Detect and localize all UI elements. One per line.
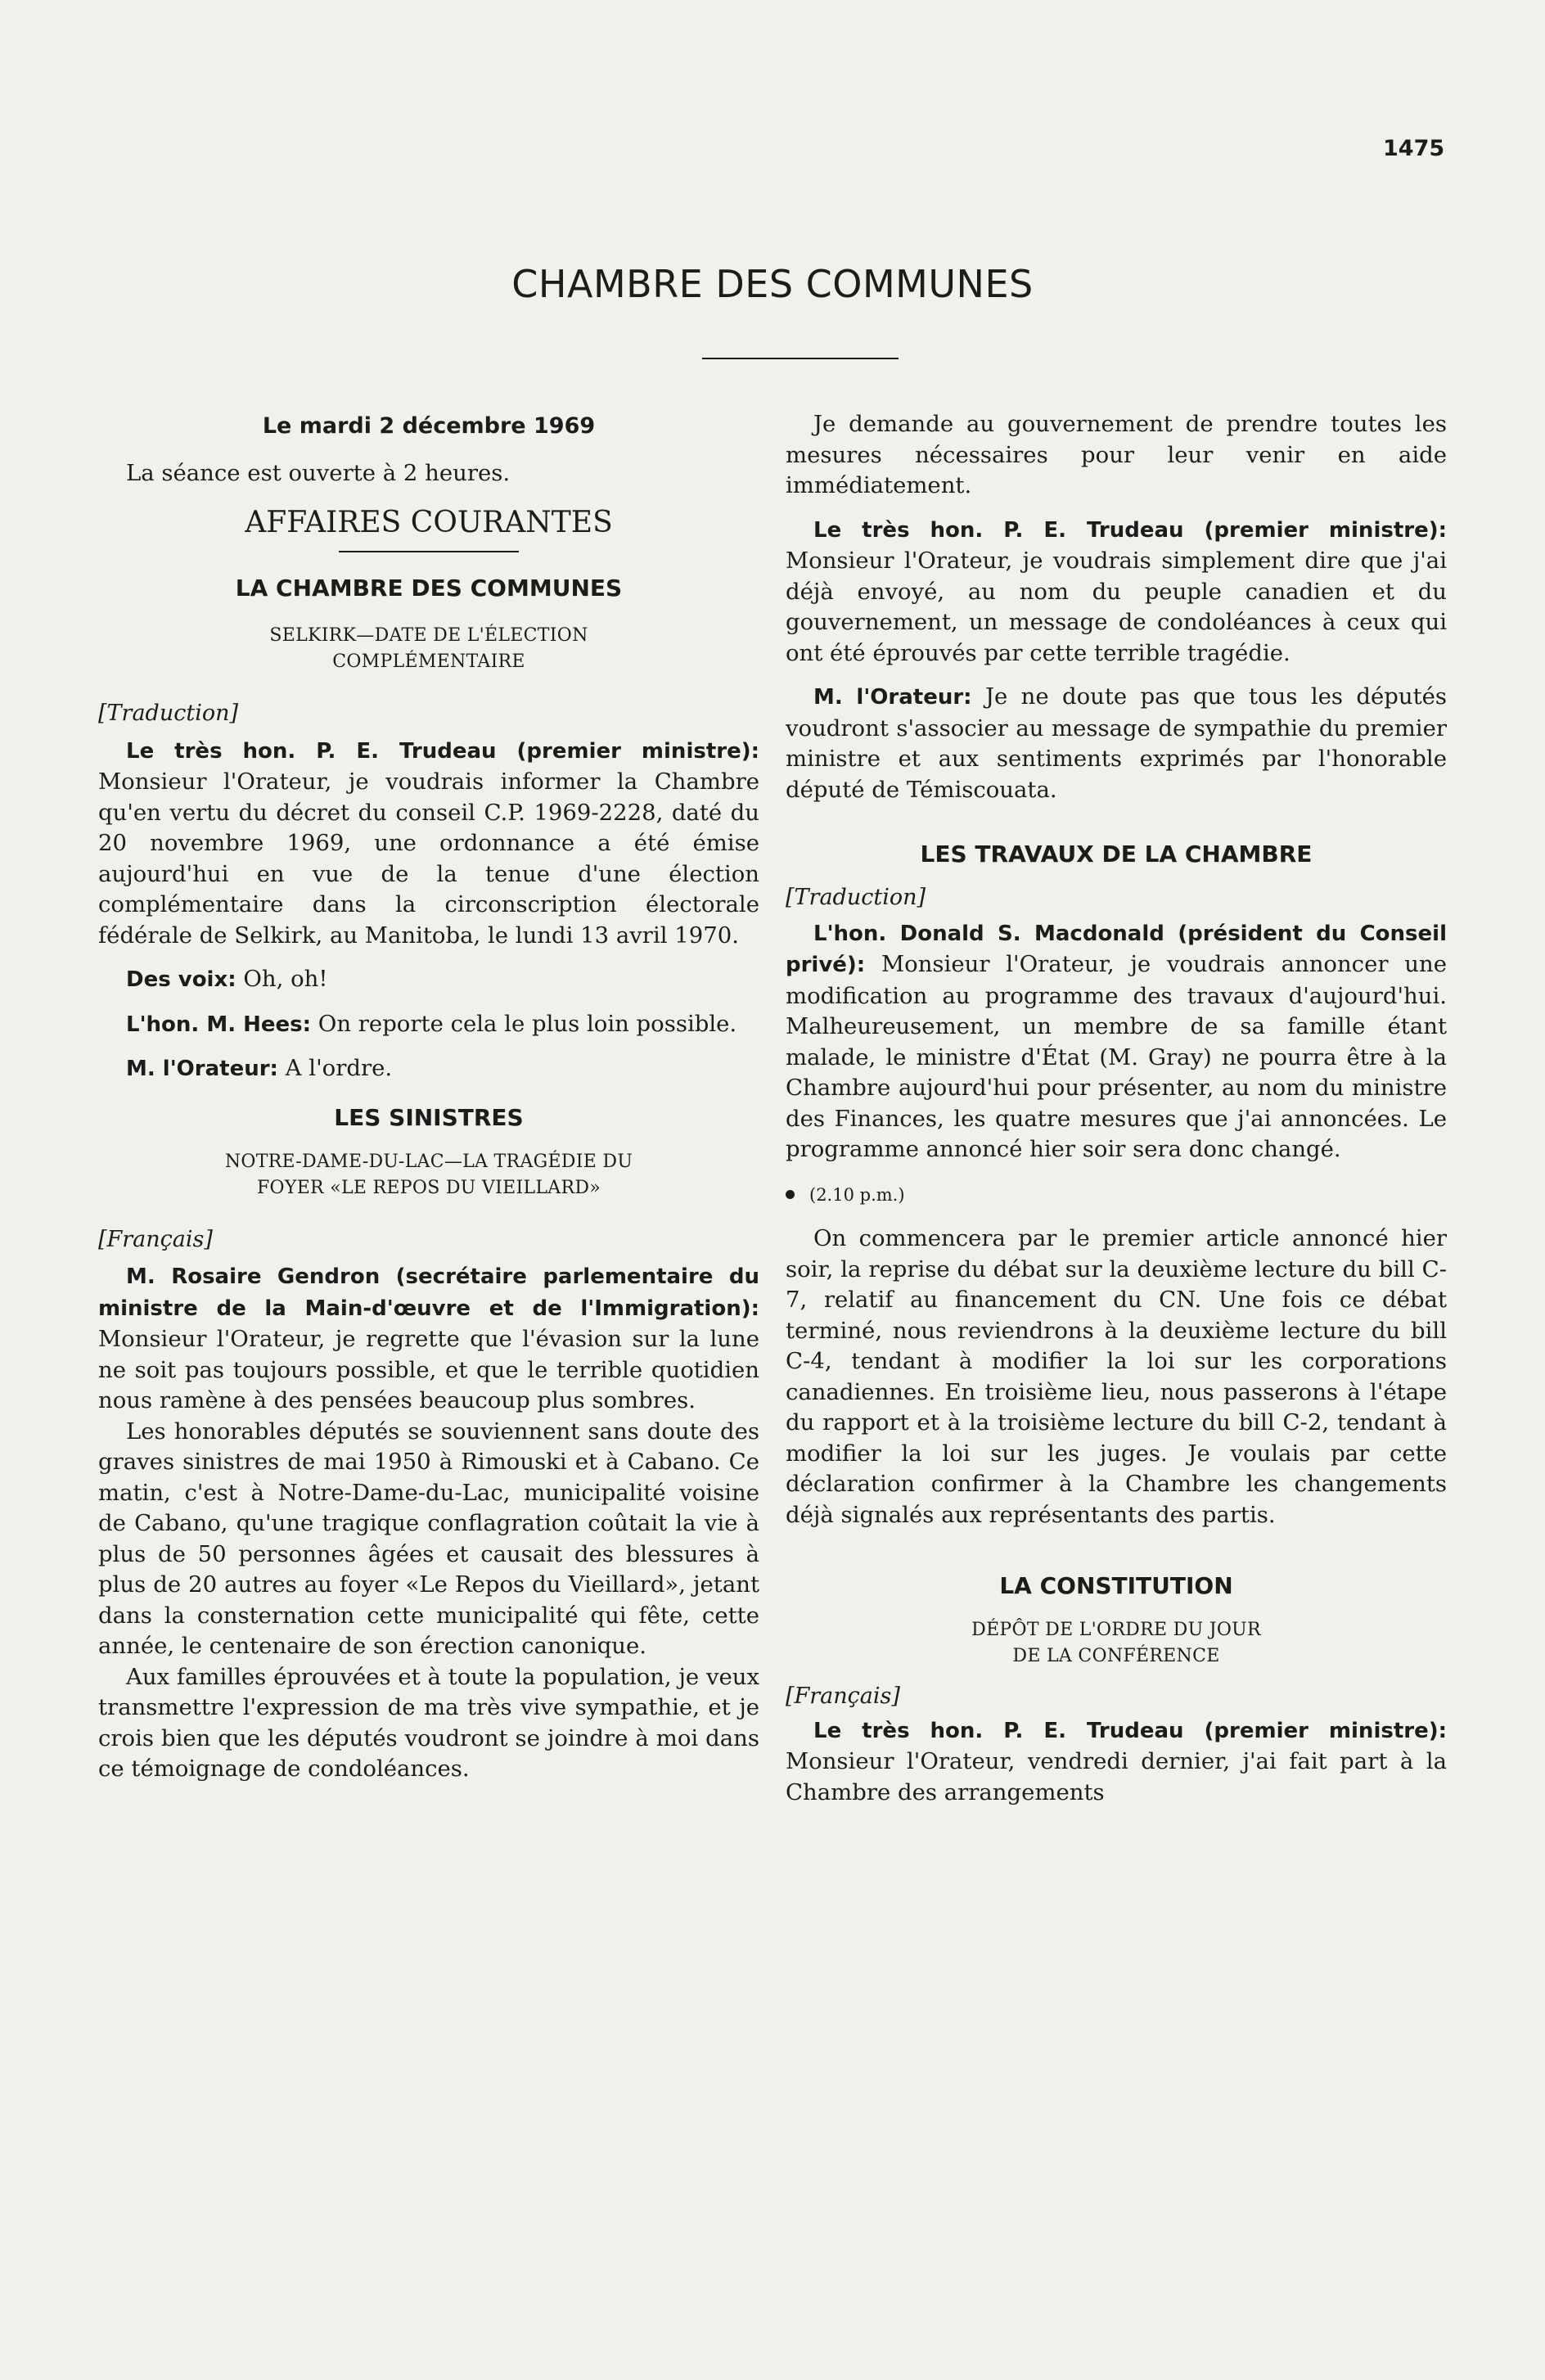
left-column xyxy=(98,409,759,1785)
speech-paragraph: L'hon. M. Hees: On reporte cela le plus loin possible. xyxy=(126,1010,737,1037)
page-title: CHAMBRE DES COMMUNES xyxy=(511,262,1034,306)
speaker-name: M. l'Orateur: xyxy=(813,685,972,710)
sitting-date: Le mardi 2 décembre 1969 xyxy=(262,413,596,439)
language-tag: [Français] xyxy=(98,1226,213,1252)
section-divider xyxy=(339,551,519,552)
speaker-name: L'hon. M. Hees: xyxy=(126,1012,312,1037)
speaker-name: Le très hon. P. E. Trudeau (premier ministre): xyxy=(126,738,759,764)
section-heading: AFFAIRES COURANTES xyxy=(245,506,613,539)
opening-line: La séance est ouverte à 2 heures. xyxy=(126,459,511,486)
body-paragraph: Je demande au gouvernement de prendre toutes les mesures nécessaires pour leur venir en aide immédiatement. xyxy=(786,411,1447,498)
subject-subheading: FOYER «LE REPOS DU VIEILLARD» xyxy=(256,1177,601,1198)
speaker-name: M. Rosaire Gendron (secrétaire parlementaire du ministre de la Main-d'œuvre et de l'Immigration): xyxy=(98,1264,759,1321)
speech-paragraph: L'hon. Donald S. Macdonald (président du Conseil privé): Monsieur l'Orateur, je voudrais annoncer une modification au programme des travaux d'aujourd'hui. Malheureusement, un membre de sa famille étant malade, le ministre d'État (M. Gray) ne pourra être à la Chambre aujourd'hui pour présenter, au nom du ministre des Finances, les quatre mesures que j'ai annoncées. Le programme annoncé hier soir sera donc changé. xyxy=(786,921,1447,1162)
right-column xyxy=(786,409,1447,1808)
speech-paragraph: Le très hon. P. E. Trudeau (premier ministre): Monsieur l'Orateur, je voudrais simplement dire que j'ai déjà envoyé, au nom du peuple canadien et du gouvernement, un message de condoléances à ceux qui ont été éprouvés par cette terrible tragédie. xyxy=(786,517,1447,666)
subject-heading: LES SINISTRES xyxy=(334,1103,524,1131)
speaker-name: Des voix: xyxy=(126,967,236,992)
speaker-name: L'hon. Donald S. Macdonald (président du Conseil privé): xyxy=(786,921,1447,977)
subject-subheading: COMPLÉMENTAIRE xyxy=(332,651,525,672)
speech-paragraph: M. l'Orateur: A l'ordre. xyxy=(126,1055,393,1081)
subject-heading: LES TRAVAUX DE LA CHAMBRE xyxy=(920,841,1313,868)
speech-paragraph: Le très hon. P. E. Trudeau (premier ministre): Monsieur l'Orateur, vendredi dernier, j'ai fait part à la Chambre des arrangements xyxy=(786,1718,1447,1805)
title-divider xyxy=(702,358,899,359)
body-paragraph: Les honorables députés se souviennent sans doute des graves sinistres de mai 1950 à Rimouski et à Cabano. Ce matin, c'est à Notre-Dame-du-Lac, municipalité voisine de Cabano, qu'une tragique conflagration coûtait la vie à plus de 50 personnes âgées et causait des blessures à plus de 20 autres au foyer «Le Repos du Vieillard», jetant dans la consternation cette municipalité qui fête, cette année, le centenaire de son érection canonique. xyxy=(98,1418,759,1659)
bullet-icon xyxy=(786,1190,795,1199)
speaker-name: Le très hon. P. E. Trudeau (premier ministre): xyxy=(813,1718,1447,1743)
speech-paragraph: Le très hon. P. E. Trudeau (premier ministre): Monsieur l'Orateur, je voudrais informer la Chambre qu'en vertu du décret du conseil C.P. 1969-2228, daté du 20 novembre 1969, une ordonnance a été émise aujourd'hui en vue de la tenue d'une élection complémentaire dans la circonscription électorale fédérale de Selkirk, au Manitoba, le lundi 13 avril 1970. xyxy=(98,738,759,949)
speaker-name: Le très hon. P. E. Trudeau (premier ministre): xyxy=(813,517,1447,543)
subject-subheading: NOTRE-DAME-DU-LAC—LA TRAGÉDIE DU xyxy=(224,1151,633,1172)
body-paragraph: On commencera par le premier article annoncé hier soir, la reprise du débat sur la deuxième lecture du bill C-7, relatif au financement du CN. Une fois ce débat terminé, nous reviendrons à la deuxième lecture du bill C-4, tendant à modifier la loi sur les corporations canadiennes. En troisième lieu, nous passerons à l'étape du rapport et à la troisième lecture du bill C-2, tendant à modifier la loi sur les juges. Je voulais par cette déclaration confirmer à la Chambre les changements déjà signalés aux représentants des partis. xyxy=(786,1225,1447,1528)
speech-paragraph: M. l'Orateur: Je ne doute pas que tous les députés voudront s'associer au message de sympathie du premier ministre et aux sentiments exprimés par l'honorable député de Témiscouata. xyxy=(786,683,1448,803)
subject-subheading: SELKIRK—DATE DE L'ÉLECTION xyxy=(269,625,588,646)
speech-paragraph: Des voix: Oh, oh! xyxy=(126,966,328,992)
language-tag: [Traduction] xyxy=(98,701,239,726)
body-paragraph: Aux familles éprouvées et à toute la population, je veux transmettre l'expression de ma très vive sympathie, et je crois bien que les députés voudront se joindre à moi dans ce témoignage de condoléances. xyxy=(98,1663,759,1782)
page-number: 1475 xyxy=(1383,136,1445,161)
language-tag: [Traduction] xyxy=(786,885,926,910)
subject-subheading: DE LA CONFÉRENCE xyxy=(1012,1646,1220,1666)
time-marker: (2.10 p.m.) xyxy=(786,1179,1447,1211)
language-tag: [Français] xyxy=(786,1684,900,1709)
subject-subheading: DÉPÔT DE L'ORDRE DU JOUR xyxy=(971,1620,1261,1640)
speech-paragraph: M. Rosaire Gendron (secrétaire parlementaire du ministre de la Main-d'œuvre et de l'Immigration): Monsieur l'Orateur, je regrette que l'évasion sur la lune ne soit pas toujours possible, et que le terrible quotidien nous ramène à des pensées beaucoup plus sombres. xyxy=(98,1264,759,1413)
subject-heading: LA CONSTITUTION xyxy=(999,1572,1233,1599)
speaker-name: M. l'Orateur: xyxy=(126,1057,278,1081)
subject-heading: LA CHAMBRE DES COMMUNES xyxy=(235,575,623,602)
